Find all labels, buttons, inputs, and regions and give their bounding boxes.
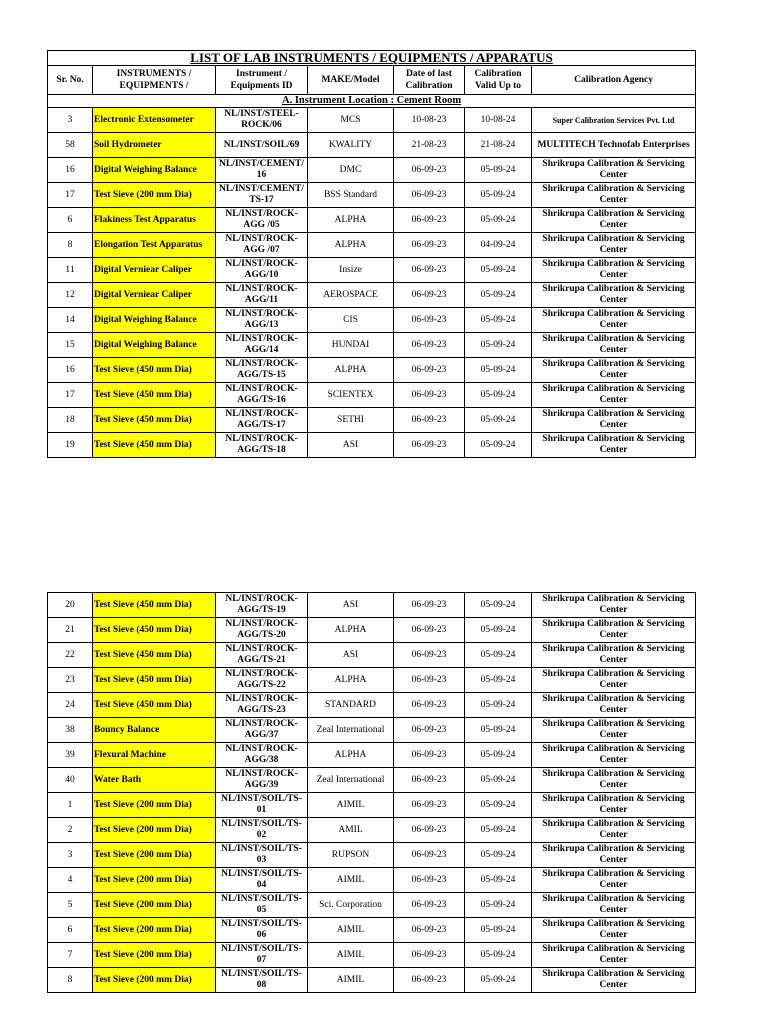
table-row — [48, 158, 696, 183]
instrument-name: Test Sieve (200 mm Dia) — [93, 968, 216, 993]
instrument-name: Test Sieve (200 mm Dia) — [93, 843, 216, 868]
sr-no: 39 — [48, 743, 93, 768]
col-header-make: MAKE/Model — [308, 66, 394, 95]
sr-no: 3 — [48, 108, 93, 133]
instrument-id: NL/INST/ROCK-AGG/39 — [216, 768, 308, 793]
table-row — [48, 183, 696, 208]
sr-no: 40 — [48, 768, 93, 793]
instrument-id: NL/INST/ROCK-AGG/TS-23 — [216, 693, 308, 718]
table-row — [48, 258, 696, 283]
instrument-id: NL/INST/ROCK-AGG/TS-15 — [216, 358, 308, 383]
calibration-agency: Shrikrupa Calibration & Servicing Center — [532, 433, 696, 458]
table-row — [48, 918, 696, 943]
instrument-id: NL/INST/CEMENT/ 16 — [216, 158, 308, 183]
calibration-valid-up-to: 05-09-24 — [465, 433, 532, 458]
sr-no: 8 — [48, 233, 93, 258]
instrument-name: Water Bath — [93, 768, 216, 793]
sr-no: 1 — [48, 793, 93, 818]
instrument-name: Test Sieve (200 mm Dia) — [93, 183, 216, 208]
calibration-agency: Shrikrupa Calibration & Servicing Center — [532, 918, 696, 943]
table-row — [48, 868, 696, 893]
calibration-valid-up-to: 05-09-24 — [465, 358, 532, 383]
calibration-valid-up-to: 05-09-24 — [465, 158, 532, 183]
instrument-name: Flakiness Test Apparatus — [93, 208, 216, 233]
instrument-id: NL/INST/ROCK-AGG/11 — [216, 283, 308, 308]
instrument-name: Test Sieve (450 mm Dia) — [93, 618, 216, 643]
calibration-agency: Shrikrupa Calibration & Servicing Center — [532, 408, 696, 433]
last-calibration-date: 06-09-23 — [394, 968, 465, 993]
table-row — [48, 743, 696, 768]
last-calibration-date: 06-09-23 — [394, 893, 465, 918]
last-calibration-date: 06-09-23 — [394, 818, 465, 843]
calibration-valid-up-to: 05-09-24 — [465, 768, 532, 793]
instrument-id: NL/INST/SOIL/TS-02 — [216, 818, 308, 843]
instrument-name: Flexural Machine — [93, 743, 216, 768]
calibration-agency: MULTITECH Technofab Enterprises — [532, 133, 696, 158]
instrument-id: NL/INST/ROCK-AGG/TS-21 — [216, 643, 308, 668]
make-model: AIMIL — [308, 918, 394, 943]
col-header-valid: Calibration Valid Up to — [465, 66, 532, 95]
calibration-valid-up-to: 05-09-24 — [465, 593, 532, 618]
calibration-valid-up-to: 05-09-24 — [465, 718, 532, 743]
calibration-valid-up-to: 05-09-24 — [465, 618, 532, 643]
sr-no: 17 — [48, 383, 93, 408]
table-row — [48, 108, 696, 133]
calibration-agency: Shrikrupa Calibration & Servicing Center — [532, 208, 696, 233]
calibration-valid-up-to: 05-09-24 — [465, 893, 532, 918]
calibration-valid-up-to: 05-09-24 — [465, 793, 532, 818]
make-model: RUPSON — [308, 843, 394, 868]
calibration-valid-up-to: 05-09-24 — [465, 383, 532, 408]
calibration-agency: Shrikrupa Calibration & Servicing Center — [532, 843, 696, 868]
make-model: Zeal International — [308, 768, 394, 793]
sr-no: 17 — [48, 183, 93, 208]
make-model: AIMIL — [308, 868, 394, 893]
last-calibration-date: 06-09-23 — [394, 793, 465, 818]
calibration-valid-up-to: 05-09-24 — [465, 258, 532, 283]
calibration-agency: Shrikrupa Calibration & Servicing Center — [532, 793, 696, 818]
calibration-agency: Shrikrupa Calibration & Servicing Center — [532, 718, 696, 743]
sr-no: 58 — [48, 133, 93, 158]
last-calibration-date: 06-09-23 — [394, 693, 465, 718]
instrument-name: Test Sieve (200 mm Dia) — [93, 893, 216, 918]
instrument-id: NL/INST/ROCK-AGG/TS-17 — [216, 408, 308, 433]
table-row — [48, 408, 696, 433]
title-row — [48, 51, 696, 66]
instrument-id: NL/INST/ROCK-AGG/37 — [216, 718, 308, 743]
calibration-agency: Shrikrupa Calibration & Servicing Center — [532, 383, 696, 408]
calibration-agency: Shrikrupa Calibration & Servicing Center — [532, 668, 696, 693]
instrument-name: Electronic Extensometer — [93, 108, 216, 133]
header-row — [48, 66, 696, 95]
calibration-agency: Shrikrupa Calibration & Servicing Center — [532, 333, 696, 358]
calibration-valid-up-to: 10-08-24 — [465, 108, 532, 133]
sr-no: 11 — [48, 258, 93, 283]
make-model: DMC — [308, 158, 394, 183]
col-header-agency: Calibration Agency — [532, 66, 696, 95]
calibration-valid-up-to: 05-09-24 — [465, 208, 532, 233]
table-row — [48, 208, 696, 233]
calibration-agency: Super Calibration Services Pvt. Ltd — [532, 108, 696, 133]
last-calibration-date: 06-09-23 — [394, 618, 465, 643]
make-model: CIS — [308, 308, 394, 333]
make-model: ALPHA — [308, 208, 394, 233]
calibration-valid-up-to: 05-09-24 — [465, 408, 532, 433]
document-title: LIST OF LAB INSTRUMENTS / EQUIPMENTS / APPARATUS — [48, 51, 696, 66]
instrument-name: Test Sieve (450 mm Dia) — [93, 593, 216, 618]
table-row — [48, 358, 696, 383]
table-2-body — [48, 593, 696, 993]
sr-no: 5 — [48, 893, 93, 918]
calibration-valid-up-to: 05-09-24 — [465, 183, 532, 208]
make-model: ALPHA — [308, 358, 394, 383]
table-row — [48, 843, 696, 868]
instrument-name: Test Sieve (450 mm Dia) — [93, 433, 216, 458]
last-calibration-date: 06-09-23 — [394, 158, 465, 183]
instrument-id: NL/INST/ROCK-AGG/TS-16 — [216, 383, 308, 408]
calibration-agency: Shrikrupa Calibration & Servicing Center — [532, 358, 696, 383]
sr-no: 12 — [48, 283, 93, 308]
instrument-name: Test Sieve (450 mm Dia) — [93, 358, 216, 383]
last-calibration-date: 06-09-23 — [394, 358, 465, 383]
table-row — [48, 308, 696, 333]
sr-no: 16 — [48, 158, 93, 183]
calibration-agency: Shrikrupa Calibration & Servicing Center — [532, 183, 696, 208]
make-model: Zeal International — [308, 718, 394, 743]
sr-no: 3 — [48, 843, 93, 868]
last-calibration-date: 06-09-23 — [394, 208, 465, 233]
sr-no: 7 — [48, 943, 93, 968]
sr-no: 19 — [48, 433, 93, 458]
instruments-table-1 — [47, 50, 696, 458]
make-model: ASI — [308, 643, 394, 668]
sr-no: 6 — [48, 918, 93, 943]
last-calibration-date: 06-09-23 — [394, 283, 465, 308]
last-calibration-date: 06-09-23 — [394, 258, 465, 283]
instrument-id: NL/INST/CEMENT/ TS-17 — [216, 183, 308, 208]
instrument-name: Test Sieve (200 mm Dia) — [93, 818, 216, 843]
last-calibration-date: 06-09-23 — [394, 768, 465, 793]
last-calibration-date: 06-09-23 — [394, 383, 465, 408]
instrument-id: NL/INST/ROCK-AGG /07 — [216, 233, 308, 258]
last-calibration-date: 06-09-23 — [394, 308, 465, 333]
calibration-valid-up-to: 05-09-24 — [465, 843, 532, 868]
last-calibration-date: 06-09-23 — [394, 668, 465, 693]
instrument-name: Digital Weighing Balance — [93, 158, 216, 183]
make-model: KWALITY — [308, 133, 394, 158]
make-model: ALPHA — [308, 743, 394, 768]
instrument-name: Soil Hydrometer — [93, 133, 216, 158]
instrument-id: NL/INST/ROCK-AGG/38 — [216, 743, 308, 768]
sr-no: 18 — [48, 408, 93, 433]
calibration-valid-up-to: 05-09-24 — [465, 333, 532, 358]
sr-no: 14 — [48, 308, 93, 333]
last-calibration-date: 06-09-23 — [394, 643, 465, 668]
calibration-valid-up-to: 05-09-24 — [465, 283, 532, 308]
sr-no: 20 — [48, 593, 93, 618]
instrument-id: NL/INST/SOIL/TS-07 — [216, 943, 308, 968]
instrument-name: Digital Verniear Caliper — [93, 258, 216, 283]
calibration-valid-up-to: 05-09-24 — [465, 743, 532, 768]
instrument-id: NL/INST/SOIL/TS-08 — [216, 968, 308, 993]
instrument-id: NL/INST/SOIL/TS-05 — [216, 893, 308, 918]
instrument-name: Digital Verniear Caliper — [93, 283, 216, 308]
last-calibration-date: 06-09-23 — [394, 943, 465, 968]
calibration-valid-up-to: 05-09-24 — [465, 868, 532, 893]
last-calibration-date: 10-08-23 — [394, 108, 465, 133]
make-model: Sci. Corporation — [308, 893, 394, 918]
table-row — [48, 433, 696, 458]
last-calibration-date: 06-09-23 — [394, 743, 465, 768]
table-row — [48, 793, 696, 818]
calibration-valid-up-to: 05-09-24 — [465, 968, 532, 993]
calibration-agency: Shrikrupa Calibration & Servicing Center — [532, 818, 696, 843]
table-row — [48, 593, 696, 618]
col-header-last-cal: Date of last Calibration — [394, 66, 465, 95]
make-model: Insize — [308, 258, 394, 283]
sr-no: 16 — [48, 358, 93, 383]
sr-no: 38 — [48, 718, 93, 743]
instrument-name: Test Sieve (450 mm Dia) — [93, 383, 216, 408]
make-model: ALPHA — [308, 618, 394, 643]
table-row — [48, 693, 696, 718]
make-model: AIMIL — [308, 793, 394, 818]
table-row — [48, 133, 696, 158]
calibration-valid-up-to: 04-09-24 — [465, 233, 532, 258]
col-header-sr: Sr. No. — [48, 66, 93, 95]
instrument-id: NL/INST/ROCK-AGG/13 — [216, 308, 308, 333]
instrument-id: NL/INST/ROCK-AGG/TS-18 — [216, 433, 308, 458]
calibration-agency: Shrikrupa Calibration & Servicing Center — [532, 693, 696, 718]
make-model: AMIL — [308, 818, 394, 843]
last-calibration-date: 06-09-23 — [394, 183, 465, 208]
table-row — [48, 893, 696, 918]
last-calibration-date: 06-09-23 — [394, 843, 465, 868]
instrument-name: Test Sieve (200 mm Dia) — [93, 793, 216, 818]
instrument-name: Test Sieve (450 mm Dia) — [93, 643, 216, 668]
sr-no: 8 — [48, 968, 93, 993]
instrument-id: NL/INST/SOIL/TS-03 — [216, 843, 308, 868]
sr-no: 23 — [48, 668, 93, 693]
make-model: SCIENTEX — [308, 383, 394, 408]
calibration-agency: Shrikrupa Calibration & Servicing Center — [532, 233, 696, 258]
calibration-agency: Shrikrupa Calibration & Servicing Center — [532, 943, 696, 968]
col-header-instrument: INSTRUMENTS / EQUIPMENTS / — [93, 66, 216, 95]
calibration-agency: Shrikrupa Calibration & Servicing Center — [532, 643, 696, 668]
table-row — [48, 718, 696, 743]
sr-no: 4 — [48, 868, 93, 893]
last-calibration-date: 06-09-23 — [394, 918, 465, 943]
instrument-id: NL/INST/SOIL/TS-04 — [216, 868, 308, 893]
table-row — [48, 943, 696, 968]
instrument-name: Test Sieve (200 mm Dia) — [93, 868, 216, 893]
sr-no: 15 — [48, 333, 93, 358]
last-calibration-date: 06-09-23 — [394, 233, 465, 258]
calibration-agency: Shrikrupa Calibration & Servicing Center — [532, 593, 696, 618]
instrument-id: NL/INST/ROCK-AGG/10 — [216, 258, 308, 283]
sr-no: 22 — [48, 643, 93, 668]
calibration-agency: Shrikrupa Calibration & Servicing Center — [532, 258, 696, 283]
instrument-name: Test Sieve (450 mm Dia) — [93, 408, 216, 433]
instrument-name: Digital Weighing Balance — [93, 308, 216, 333]
make-model: ASI — [308, 433, 394, 458]
instrument-id: NL/INST/ROCK-AGG /05 — [216, 208, 308, 233]
instrument-id: NL/INST/STEEL-ROCK/06 — [216, 108, 308, 133]
last-calibration-date: 06-09-23 — [394, 408, 465, 433]
table-row — [48, 968, 696, 993]
instrument-name: Test Sieve (450 mm Dia) — [93, 693, 216, 718]
calibration-valid-up-to: 05-09-24 — [465, 308, 532, 333]
last-calibration-date: 06-09-23 — [394, 593, 465, 618]
instrument-name: Test Sieve (450 mm Dia) — [93, 668, 216, 693]
calibration-valid-up-to: 05-09-24 — [465, 918, 532, 943]
calibration-valid-up-to: 05-09-24 — [465, 693, 532, 718]
calibration-valid-up-to: 21-08-24 — [465, 133, 532, 158]
make-model: SETHI — [308, 408, 394, 433]
last-calibration-date: 06-09-23 — [394, 433, 465, 458]
make-model: HUNDAI — [308, 333, 394, 358]
table-row — [48, 283, 696, 308]
instrument-name: Digital Weighing Balance — [93, 333, 216, 358]
make-model: MCS — [308, 108, 394, 133]
calibration-agency: Shrikrupa Calibration & Servicing Center — [532, 308, 696, 333]
table-row — [48, 333, 696, 358]
instrument-id: NL/INST/ROCK-AGG/TS-20 — [216, 618, 308, 643]
location-row — [48, 95, 696, 108]
calibration-agency: Shrikrupa Calibration & Servicing Center — [532, 283, 696, 308]
calibration-agency: Shrikrupa Calibration & Servicing Center — [532, 893, 696, 918]
calibration-agency: Shrikrupa Calibration & Servicing Center — [532, 768, 696, 793]
make-model: ASI — [308, 593, 394, 618]
table-row — [48, 618, 696, 643]
last-calibration-date: 21-08-23 — [394, 133, 465, 158]
instrument-id: NL/INST/SOIL/TS-01 — [216, 793, 308, 818]
table-row — [48, 818, 696, 843]
table-row — [48, 643, 696, 668]
location-label: A. Instrument Location : Cement Room — [48, 95, 696, 108]
calibration-agency: Shrikrupa Calibration & Servicing Center — [532, 158, 696, 183]
instrument-id: NL/INST/ROCK-AGG/TS-19 — [216, 593, 308, 618]
last-calibration-date: 06-09-23 — [394, 718, 465, 743]
calibration-agency: Shrikrupa Calibration & Servicing Center — [532, 743, 696, 768]
instrument-name: Test Sieve (200 mm Dia) — [93, 943, 216, 968]
make-model: ALPHA — [308, 668, 394, 693]
instrument-name: Test Sieve (200 mm Dia) — [93, 918, 216, 943]
instrument-id: NL/INST/SOIL/TS-06 — [216, 918, 308, 943]
table-row — [48, 383, 696, 408]
calibration-agency: Shrikrupa Calibration & Servicing Center — [532, 618, 696, 643]
sr-no: 24 — [48, 693, 93, 718]
instruments-table-2 — [47, 592, 696, 993]
make-model: BSS Standard — [308, 183, 394, 208]
calibration-agency: Shrikrupa Calibration & Servicing Center — [532, 968, 696, 993]
make-model: AEROSPACE — [308, 283, 394, 308]
sr-no: 6 — [48, 208, 93, 233]
table-row — [48, 768, 696, 793]
calibration-valid-up-to: 05-09-24 — [465, 643, 532, 668]
instrument-id: NL/INST/ROCK-AGG/14 — [216, 333, 308, 358]
instrument-name: Elongation Test Apparatus — [93, 233, 216, 258]
instrument-id: NL/INST/SOIL/69 — [216, 133, 308, 158]
calibration-valid-up-to: 05-09-24 — [465, 668, 532, 693]
calibration-agency: Shrikrupa Calibration & Servicing Center — [532, 868, 696, 893]
make-model: STANDARD — [308, 693, 394, 718]
calibration-valid-up-to: 05-09-24 — [465, 943, 532, 968]
sr-no: 21 — [48, 618, 93, 643]
make-model: AIMIL — [308, 943, 394, 968]
instrument-name: Bouncy Balance — [93, 718, 216, 743]
instrument-id: NL/INST/ROCK-AGG/TS-22 — [216, 668, 308, 693]
table-1-body — [48, 108, 696, 458]
make-model: AIMIL — [308, 968, 394, 993]
table-row — [48, 233, 696, 258]
make-model: ALPHA — [308, 233, 394, 258]
table-row — [48, 668, 696, 693]
sr-no: 2 — [48, 818, 93, 843]
col-header-id: Instrument / Equipments ID — [216, 66, 308, 95]
last-calibration-date: 06-09-23 — [394, 868, 465, 893]
last-calibration-date: 06-09-23 — [394, 333, 465, 358]
calibration-valid-up-to: 05-09-24 — [465, 818, 532, 843]
